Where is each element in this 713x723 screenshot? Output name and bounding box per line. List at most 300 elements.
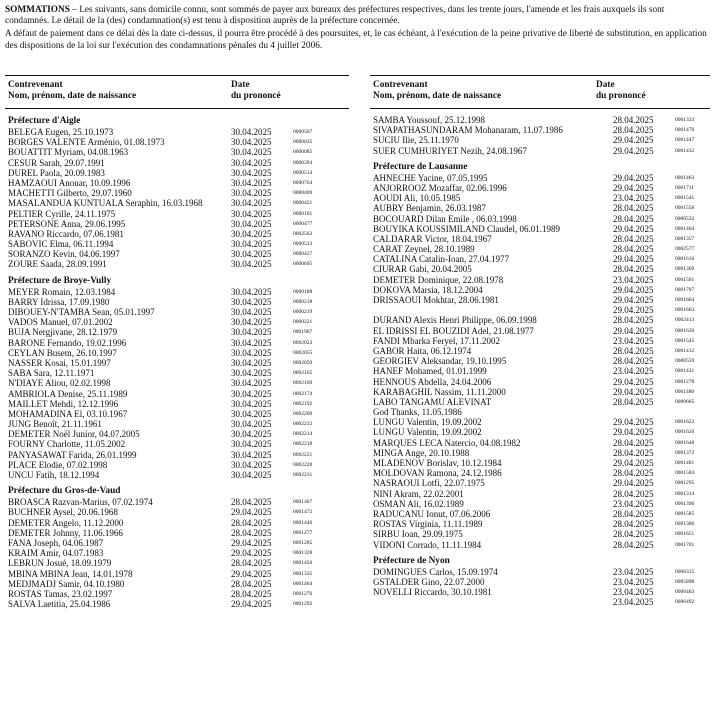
ruling-date: 28.04.2025 [613,125,654,136]
case-number: 0002577 [675,246,695,253]
list-item [5,497,349,507]
case-number: 0000035 [293,139,313,146]
ruling-date: 29.04.2025 [613,254,654,265]
offender-name: ROSTAS Tamas, 23.02.1997 [8,588,113,599]
ruling-date: 23.04.2025 [613,576,654,587]
case-number: 0000101 [293,210,313,217]
offender-name: VADOS Manuel, 07.01.2002 [8,317,113,328]
list-item [370,224,710,234]
offender-name: AHNECHE Yacine, 07.05.1995 [373,172,488,183]
ruling-date: 30.04.2025 [231,218,272,229]
case-number: 0001432 [675,147,695,154]
intro-paragraph-2: A défaut de paiement dans ce délai dès la date ci-dessus, il pourra être procédé à des poursuites, et, le cas échéant, à l'exécution de la peine privative de liberté de substitution, en application des dispositions de la loi sur l'exécution des condamnations pénales du 4 juillet 2006. [5,29,707,51]
ruling-date: 28.04.2025 [613,437,654,448]
offender-name: NASRAOUI Lotfi, 22.07.1975 [373,478,485,489]
list-item [5,358,349,368]
ruling-date: 30.04.2025 [231,147,272,158]
ruling-date: 29.04.2025 [231,507,272,518]
list-item [5,249,349,259]
ruling-date: 28.04.2025 [613,488,654,499]
case-number: 0006315 [675,568,695,575]
offender-name: FOURNY Charlotte, 11.05.2002 [8,439,126,450]
list-item [370,146,710,156]
case-number: 0001636 [675,327,695,334]
list-item [5,137,349,147]
case-number: 0001501 [675,276,695,283]
list-item [370,254,710,264]
offender-name: SORANZO Kevin, 04.06.1997 [8,249,120,260]
case-number: 0002059 [293,359,313,366]
case-number: 0002169 [293,380,313,387]
list-item [5,307,349,317]
list-item [370,478,710,488]
ruling-date: 29.04.2025 [613,182,654,193]
offender-name: MEYER Romain, 12.03.1984 [8,286,116,297]
offender-name: HENNOUS Abdella, 24.04.2006 [373,376,492,387]
case-number: 0001470 [675,127,695,134]
ruling-date: 29.04.2025 [231,599,272,610]
prefecture-section [5,115,349,270]
offender-name: DOMINGUES Carlos, 15.09.1974 [373,566,498,577]
ruling-date: 30.04.2025 [231,167,272,178]
list-item [370,427,710,437]
list-item [370,356,710,366]
case-number: 0001369 [675,266,695,273]
offender-name: KRAIM Amir, 04.07.1983 [8,548,104,559]
prefecture-section [5,485,349,609]
case-number: 0001396 [675,500,695,507]
case-number: 0000221 [293,319,313,326]
case-number: 0000188 [293,288,313,295]
offender-name: BUCHNER Aysel, 20.06.1968 [8,507,118,518]
case-number: 0001584 [675,470,695,477]
offender-name: SALVA Laetitia, 25.04.1986 [8,599,111,610]
ruling-date: 30.04.2025 [231,470,272,480]
header-date [596,80,646,101]
offender-name: SABOVIC Elma, 06.11.1994 [8,239,114,250]
case-number: 0001278 [675,378,695,385]
ruling-date: 30.04.2025 [231,327,272,338]
case-number: 0001480 [675,388,695,395]
list-item [5,368,349,378]
offender-name: FANDI Mbarka Feryel, 17.11.2002 [373,335,500,346]
header-offender-title: Contrevenant [373,80,428,90]
case-number: 0000427 [293,251,313,258]
ruling-date: 30.04.2025 [231,388,272,399]
list-item [5,127,349,137]
ruling-date: 30.04.2025 [231,239,272,250]
case-number: 0005898 [675,578,695,585]
case-number: 0001472 [293,509,313,516]
ruling-date: 28.04.2025 [613,203,654,214]
offender-name: LEBRUN Josué, 18.09.1979 [8,558,112,569]
offender-name: MARQUES LECA Natercio, 04.08.1982 [373,437,521,448]
case-number: 0001314 [675,490,695,497]
ruling-date: 30.04.2025 [231,337,272,348]
offender-name: DRISSAOUI Mokhtar, 28.06.1981 [373,295,499,305]
ruling-date: 30.04.2025 [231,459,272,470]
offender-name: DOKOVA Marsia, 18.12.2004 [373,284,483,295]
ruling-date: 30.04.2025 [231,439,272,450]
offender-name: GSTALDER Gino, 22.07.2000 [373,576,485,587]
ruling-date: 30.04.2025 [231,449,272,460]
header-offender-title: Contrevenant [8,80,63,90]
case-number: 0002055 [293,349,313,356]
list-item [5,378,349,388]
list-item [370,519,710,529]
ruling-date: 28.04.2025 [231,588,272,599]
list-item [370,577,710,587]
list-item [370,244,710,254]
list-item [370,587,710,607]
offender-name: BOUATTIT Myriam, 04.08.1963 [8,147,129,158]
offender-name: KARABAGHIL Nassim, 11.11.2000 [373,386,506,397]
offender-name: HAMZAOUI Anouar, 10.09.1996 [8,177,131,188]
ruling-date: 30.04.2025 [231,429,272,440]
case-number: 0001446 [293,519,313,526]
case-number: 0001277 [293,529,313,536]
prefecture-section [370,555,710,608]
ruling-date: 30.04.2025 [231,228,272,239]
intro [5,5,708,54]
case-number: 0000218 [293,298,313,305]
offender-name: SUER CUMHURIYET Nezih, 24.08.1967 [373,145,527,156]
list-item [370,315,710,325]
case-number: 0001386 [675,521,695,528]
list-item [370,377,710,387]
list-item [5,198,349,208]
offender-name: ROSTAS Virginia, 11.11.1989 [373,519,483,530]
list-item [5,287,349,297]
case-number: 0000559 [675,358,695,365]
right-column [370,75,710,607]
list-item [370,397,710,417]
ruling-date: 28.04.2025 [613,447,654,458]
offender-name: DEMETER Angelo, 11.12.2000 [8,517,124,528]
list-item [5,450,349,460]
offender-name: PETERSONE Anna, 29.06.1995 [8,218,126,229]
case-number: 0002212 [293,421,313,428]
offender-name: VIDONI Corrado, 11.11.1984 [373,539,482,550]
offender-name: BOUYIKA KOUSSIMILAND Claudel, 06.01.1989 [373,223,560,234]
case-number: 0001463 [675,174,695,181]
offender-name: CEYLAN Busem, 26.10.1997 [8,347,117,358]
list-item [370,214,710,224]
offender-name: DURAND Alexis Henri Philippe, 06.09.1998 [373,315,537,326]
list-item [370,115,710,125]
case-number: 0000409 [293,190,313,197]
ruling-date: 28.04.2025 [613,244,654,255]
list-item [5,188,349,198]
list-item [5,538,349,548]
offender-name: OSMAN Ali, 16.02.1989 [373,498,464,509]
offender-name: ZOURE Saada, 28.09.1991 [8,259,107,270]
ruling-date: 28.04.2025 [613,519,654,530]
ruling-date: 23.04.2025 [613,597,654,608]
offender-name: SIVAPATHASUNDARAM Mohanaram, 11.07.1986 [373,125,563,136]
case-number: 0000394 [293,159,313,166]
ruling-date: 29.04.2025 [613,295,654,305]
ruling-date: 29.04.2025 [613,427,654,438]
list-item [5,599,349,609]
offender-name: GABOR Haita, 06.12.1974 [373,345,472,356]
ruling-date: 29.04.2025 [613,172,654,183]
prefecture-title: Préfecture d'Aigle [8,116,81,126]
case-number: 0001663 [675,307,695,314]
case-number: 0001651 [675,531,695,538]
offender-name: CATALINA Catalin-Ioan, 27.04.1977 [373,254,510,265]
offender-name: N'DIAYE Aliou, 02.02.1998 [8,378,111,389]
list-item [5,168,349,178]
offender-name: BARRY Idrissa, 17.09.1980 [8,296,110,307]
list-item [370,509,710,519]
offender-name: AMBRIOLA Denise, 25.11.1989 [8,388,128,399]
offender-name: FANA Joseph, 04.06.1987 [8,537,104,548]
list-item [370,540,710,550]
list-item [5,389,349,399]
case-number: 0002562 [293,230,313,237]
header-date-subtitle: du prononcé [596,90,646,101]
case-number: 0001664 [675,297,695,303]
case-number: 0001481 [675,460,695,467]
list-item [370,499,710,509]
ruling-date: 29.04.2025 [613,458,654,469]
offender-name: MINGA Ange, 20.10.1988 [373,447,470,458]
ruling-date: 30.04.2025 [231,347,272,358]
offender-name: DEMETER Noël Junior, 04.07.2005 [8,429,140,440]
intro-text-1: – Les suivants, sans domicile connu, sont sommés de payer aux bureaux des préfectures respectives, dans les trente jours, l'amende et les frais auxquels ils sont condamnés. Le détail de la (des) condamnation(s) est tenu à disposition auprès de la préfecture concernée. [5,5,665,27]
case-number: 0000567 [293,129,313,135]
ruling-date: 29.04.2025 [613,478,654,489]
ruling-date: 23.04.2025 [613,566,654,577]
offender-name: NASSER Kosai, 15.01.1997 [8,357,111,368]
offender-name: MASALANDUA KUNTUALA Seraphin, 16.03.1968 [8,198,203,209]
prefecture-section [370,115,710,156]
header-rule [5,108,349,109]
prefecture-title: Préfecture de Lausanne [373,161,468,172]
ruling-date: 29.04.2025 [231,548,272,559]
list-item [370,336,710,346]
ruling-date: 29.04.2025 [613,284,654,295]
case-number: 0002192 [293,400,313,407]
list-item [5,460,349,470]
column-header [5,76,349,108]
offender-name: MBINA MBINA Jean, 14.01.1978 [8,568,133,579]
ruling-date: 30.04.2025 [231,296,272,307]
list-item [370,183,710,193]
offender-name: BUJA Nergjivane, 28.12.1979 [8,327,118,338]
ruling-date: 29.04.2025 [613,325,654,336]
list-item [370,387,710,397]
case-number: 0000514 [293,169,313,176]
ruling-date: 29.04.2025 [613,223,654,234]
list-item [370,529,710,539]
prefecture-title: Préfecture de Nyon [373,555,450,566]
list-item [5,399,349,409]
offender-name: MAILLET Mehdi, 12.12.1996 [8,398,119,409]
ruling-date: 30.04.2025 [231,286,272,297]
ruling-date: 30.04.2025 [231,357,272,368]
case-number: 0000665 [675,398,695,405]
case-number: 0001276 [293,590,313,597]
ruling-date: 30.04.2025 [231,127,272,137]
offender-name: RADUCANU Ionut, 07.06.2006 [373,508,491,519]
offender-name: ANJORROOZ Mozaffar, 02.06.1996 [373,182,507,193]
list-item [370,285,710,295]
list-item [5,528,349,538]
ruling-date: 30.04.2025 [231,408,272,419]
ruling-date: 30.04.2025 [231,307,272,317]
case-number: 0000219 [293,309,313,315]
offender-name: MLADENOV Borislav, 10.12.1984 [373,458,502,469]
offender-name: LUNGU Valentin, 19.09.2002 [373,427,482,438]
ruling-date: 29.04.2025 [231,568,272,579]
case-number: 0001450 [293,560,313,567]
case-number: 0002209 [293,410,313,417]
offender-name: BORGES VALENTE Arménio, 01.08.1973 [8,137,165,148]
list-item [5,147,349,157]
ruling-date: 23.04.2025 [613,193,654,204]
ruling-date: 28.04.2025 [613,213,654,224]
list-item [5,409,349,419]
offender-name-cont: God Thanks, 11.05.1986 [373,407,462,418]
case-number: 0000477 [293,220,313,227]
ruling-date: 28.04.2025 [231,517,272,528]
case-number: 0001648 [675,439,695,446]
list-item [5,569,349,579]
header-offender-subtitle: Nom, prénom, date de naissance [8,90,137,101]
offender-name: CALDARAR Victor, 18.04.1967 [373,233,492,244]
case-number: 0001285 [293,539,313,546]
ruling-date: 30.04.2025 [231,157,272,168]
ruling-date: 23.04.2025 [613,366,654,377]
offender-name: LABO TANGAMU ALEVINAT [373,396,492,407]
case-number: 0002214 [293,431,313,438]
list-item [5,348,349,358]
case-number: 0001335 [293,570,313,577]
ruling-date: 30.04.2025 [231,317,272,328]
list-item [5,338,349,348]
ruling-date: 30.04.2025 [231,208,272,219]
offender-name: MOLDOVAN Ramona, 24.12.1986 [373,468,502,479]
offender-name: NOVELLI Riccardo, 30.10.1981 [373,587,492,598]
case-number: 0002174 [293,390,313,397]
list-item [370,264,710,274]
ruling-date: 28.04.2025 [613,115,654,125]
list-item [370,234,710,244]
ruling-date: 23.04.2025 [613,498,654,509]
ruling-date: 30.04.2025 [231,177,272,188]
case-number: 0000421 [293,200,313,207]
case-number: 0001295 [675,480,695,487]
offender-name: PELTIER Cyrille, 24.11.1975 [8,208,116,219]
list-item [5,558,349,568]
case-number: 0001701 [675,541,695,548]
list-item [5,507,349,517]
case-number: 0001328 [293,550,313,557]
list-item [5,297,349,307]
offender-name: RAVANO Riccardo, 07.06.1981 [8,228,124,239]
offender-name: EL IDRISSI EL BOUZIDI Adel, 21.08.1977 [373,325,534,336]
offender-name: NINI Akram, 22.02.2001 [373,488,464,499]
offender-name: DEMETER Dominique, 22.08.1978 [373,274,504,285]
list-item [370,295,710,315]
ruling-date: 28.04.2025 [613,529,654,540]
offender-name: CARAT Zeynel, 28.10.1989 [373,244,475,255]
offender-name: SABA Sara, 12.11.1971 [8,368,95,379]
list-item [5,229,349,239]
case-number: 0001707 [675,286,695,293]
header-date-subtitle: du prononcé [231,90,281,101]
case-number: 0001545 [675,337,695,344]
ruling-date: 28.04.2025 [613,468,654,479]
ruling-date: 28.04.2025 [231,578,272,589]
list-item [5,548,349,558]
case-number: 0001372 [675,449,695,456]
offender-name: CIURAR Gabi, 20.04.2005 [373,264,472,275]
ruling-date: 30.04.2025 [231,137,272,148]
ruling-date: 28.04.2025 [231,558,272,569]
list-item [5,158,349,168]
ruling-date: 28.04.2025 [613,345,654,356]
offender-name: BELEGA Eugen, 25.10.1973 [8,127,114,137]
case-number: 0002228 [293,461,313,468]
list-item [370,203,710,213]
header-date-title: Date [596,80,615,90]
ruling-date: 30.04.2025 [231,378,272,389]
prefecture-title: Préfecture de Broye-Vully [8,275,112,286]
list-item [5,327,349,337]
list-item [5,259,349,269]
left-sections [5,115,349,609]
ruling-date: 28.04.2025 [231,527,272,538]
case-number: 0001585 [675,510,695,517]
intro-paragraph-1 [5,5,708,27]
header-rule [370,108,710,109]
list-item [5,429,349,439]
offender-name: DUREL Paola, 20.09.1983 [8,167,105,178]
ruling-date: 29.04.2025 [613,376,654,387]
offender-name: JUNG Benoît, 21.11.1961 [8,419,102,430]
ruling-date: 30.04.2025 [231,368,272,379]
list-item [5,518,349,528]
offender-name: HANEF Mohamed, 01.01.1999 [373,366,487,377]
offender-name: SIRBU Ioan, 29.09.1975 [373,529,463,540]
case-number: 0002023 [293,339,313,346]
case-number: 0002165 [293,370,313,377]
case-number: 0000532 [675,215,695,222]
ruling-date: 28.04.2025 [613,233,654,244]
list-item [370,173,710,183]
ruling-date: 23.04.2025 [613,274,654,285]
case-number: 0002221 [293,451,313,458]
case-number: 0006492 [675,599,695,606]
column-header [370,76,710,108]
offender-name: PANYASAWAT Farida, 26.01.1999 [8,449,137,460]
case-number: 0001622 [675,419,695,426]
ruling-date: 29.04.2025 [613,305,654,316]
prefecture-title: Préfecture du Gros-de-Vaud [8,486,121,497]
list-item [5,589,349,599]
ruling-date: 29.04.2025 [613,145,654,156]
offender-name: AOUDI Ali, 10.05.1985 [373,193,461,204]
case-number: 0002218 [293,441,313,448]
prefecture-section [370,161,710,550]
ruling-date: 28.04.2025 [613,508,654,519]
list-item [5,470,349,480]
list-item [5,178,349,188]
list-item [370,417,710,427]
